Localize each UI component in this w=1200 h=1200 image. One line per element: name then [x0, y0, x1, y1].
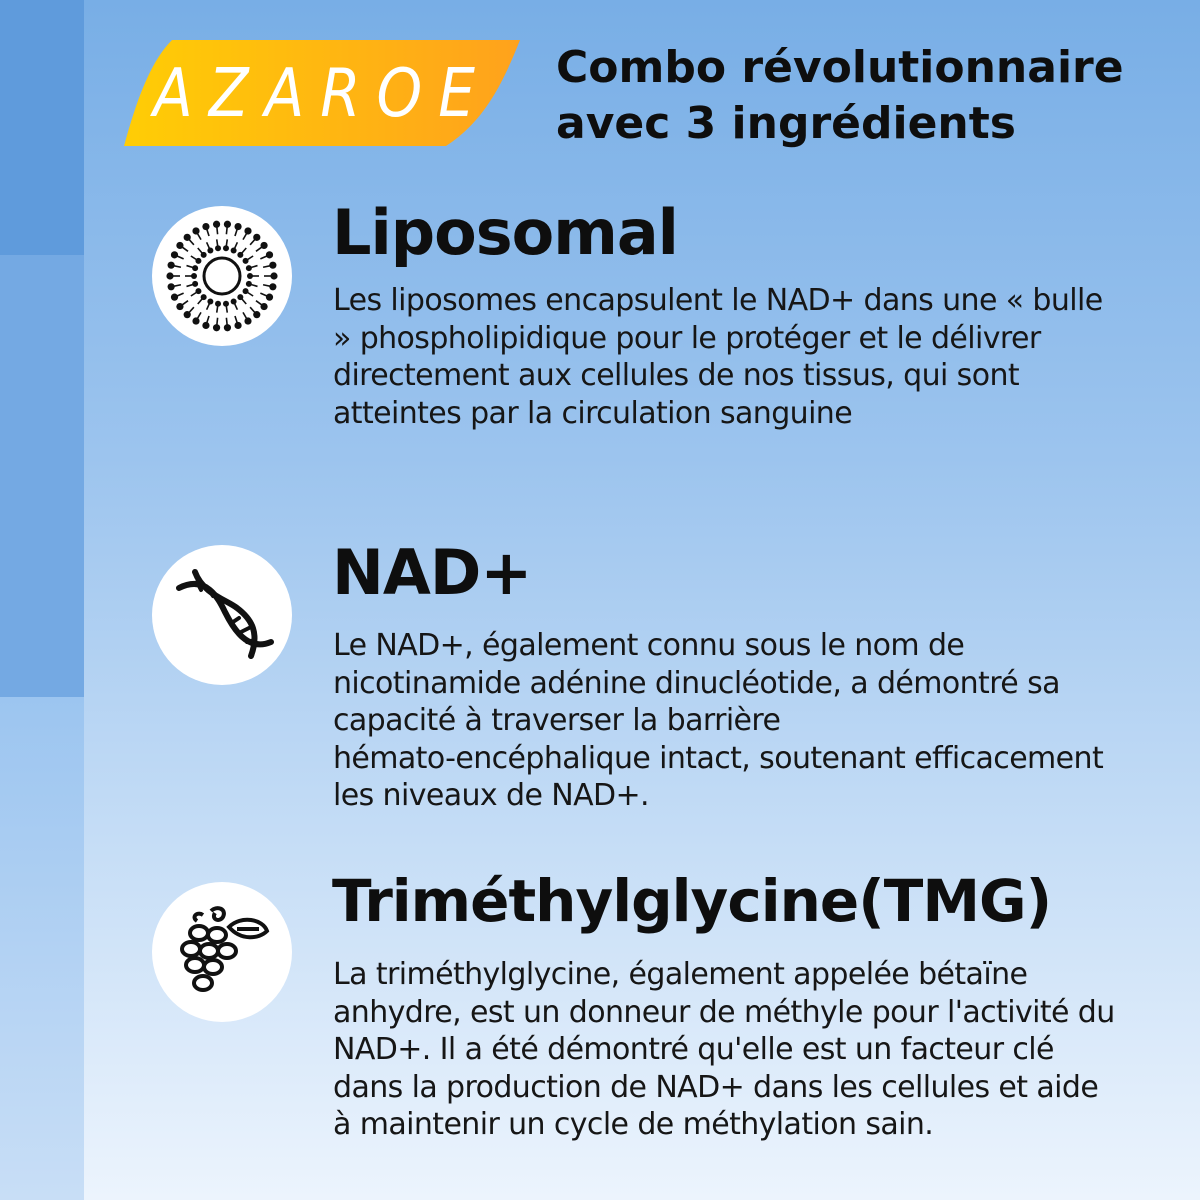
lipid-head	[223, 245, 229, 251]
logo-wordmark: AZAROE	[153, 53, 491, 133]
lipid-head	[192, 265, 198, 271]
ingredient-title-liposomal: Liposomal	[332, 196, 678, 269]
lipid-head	[253, 234, 260, 241]
strip-segment-dark	[0, 0, 84, 255]
lipid-head	[168, 283, 175, 290]
lipid-head	[171, 294, 178, 301]
description-line: nicotinamide adénine dinucléotide, a démontré sa	[333, 665, 1060, 701]
lipid-head	[244, 227, 251, 234]
lipid-head	[191, 273, 197, 279]
dna-icon	[167, 560, 277, 670]
lipid-head	[231, 298, 237, 304]
lipid-head	[234, 322, 241, 329]
ingredient-description-liposomal	[333, 282, 1195, 432]
lipid-head	[192, 317, 199, 324]
lipid-head	[171, 251, 178, 258]
lipid-head	[215, 245, 221, 251]
lipid-head	[168, 262, 175, 269]
lipid-head	[184, 311, 191, 318]
lipid-head	[224, 221, 231, 228]
headline-line-1: Combo révolutionnaire	[556, 42, 1124, 93]
lipid-head	[231, 248, 237, 254]
lipid-head	[269, 262, 276, 269]
lipid-head	[207, 298, 213, 304]
lipid-head	[260, 242, 267, 249]
strip-segment-light	[0, 697, 84, 1200]
description-line: capacité à traverser la barrière	[333, 703, 781, 738]
lipid-head	[213, 221, 220, 228]
lipid-head	[213, 324, 220, 331]
lipid-head	[269, 283, 276, 290]
lipid-head	[244, 317, 251, 324]
ingredient-title-nad: NAD+	[332, 536, 532, 609]
lipid-head	[266, 294, 273, 301]
lipid-head	[224, 324, 231, 331]
description-line: » phospholipidique pour le protéger et le délivrer	[333, 320, 1041, 356]
lipid-head	[246, 265, 252, 271]
grapes-icon	[167, 897, 277, 1007]
description-line: Les liposomes encapsulent le NAD+ dans une « bulle	[333, 283, 1103, 318]
lipid-head	[260, 303, 267, 310]
lipid-head	[223, 301, 229, 307]
description-line: anhydre, est un donneur de méthyle pour l'activité du	[333, 994, 1115, 1030]
description-line: NAD+. Il a été démontré qu'elle est un facteur clé	[333, 1032, 1054, 1067]
description-line: les niveaux de NAD+.	[333, 778, 649, 813]
page-headline	[556, 40, 1196, 152]
lipid-head	[247, 273, 253, 279]
description-line: à maintenir un cycle de méthylation sain.	[333, 1107, 934, 1142]
lipid-head	[201, 294, 207, 300]
lipid-head	[176, 242, 183, 249]
lipid-head	[215, 301, 221, 307]
description-line: La triméthylglycine, également appelée bétaïne	[333, 957, 1028, 992]
description-line: hémato-encéphalique intact, soutenant efficacement	[333, 740, 1104, 776]
lipid-head	[184, 234, 191, 241]
description-line: directement aux cellules de nos tissus, qui sont	[333, 358, 1020, 393]
headline-line-2: avec 3 ingrédients	[556, 98, 1016, 149]
strip-segment-mid	[0, 255, 84, 697]
lipid-head	[243, 258, 249, 264]
lipid-head	[237, 252, 243, 258]
lipid-head	[202, 322, 209, 329]
grapes-icon-circle	[152, 882, 292, 1022]
description-line: atteintes par la circulation sanguine	[333, 395, 853, 431]
lipid-head	[195, 258, 201, 264]
left-color-strip	[0, 0, 84, 1200]
lipid-head	[176, 303, 183, 310]
lipid-head	[270, 272, 277, 279]
ingredient-description-nad	[333, 627, 1195, 815]
dna-icon-circle	[152, 545, 292, 685]
lipid-head	[234, 223, 241, 230]
liposome-icon	[162, 216, 282, 336]
lipid-head	[195, 288, 201, 294]
lipid-head	[192, 281, 198, 287]
lipid-head	[166, 272, 173, 279]
description-line: dans la production de NAD+ dans les cellules et aide	[333, 1069, 1099, 1105]
brand-logo	[124, 40, 520, 146]
lipid-head	[243, 288, 249, 294]
ingredient-title-tmg: Triméthylglycine(TMG)	[332, 867, 1052, 935]
lipid-head	[192, 227, 199, 234]
ingredient-description-tmg	[333, 956, 1195, 1144]
liposome-icon-circle	[152, 206, 292, 346]
lipid-head	[237, 294, 243, 300]
lipid-head	[202, 223, 209, 230]
lipid-head	[266, 251, 273, 258]
lipid-head	[201, 252, 207, 258]
lipid-head	[207, 248, 213, 254]
description-line: Le NAD+, également connu sous le nom de	[333, 628, 965, 663]
lipid-head	[246, 281, 252, 287]
lipid-head	[253, 311, 260, 318]
